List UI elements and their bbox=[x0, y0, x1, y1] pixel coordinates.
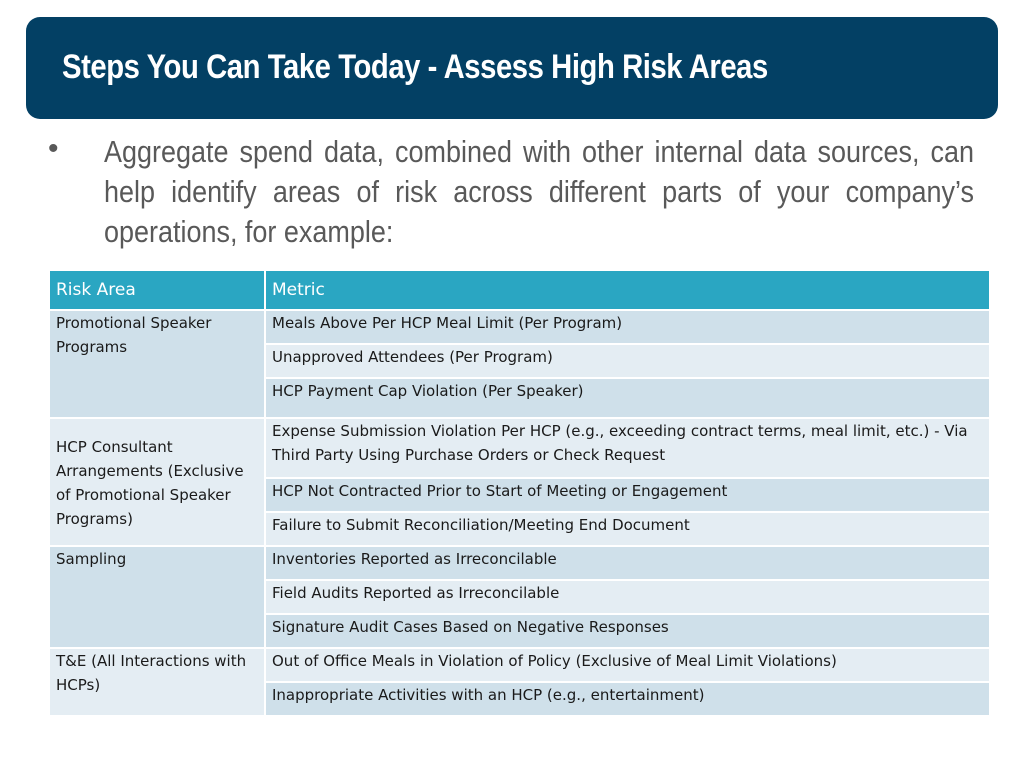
risk-table bbox=[48, 269, 991, 717]
metric-cell: HCP Not Contracted Prior to Start of Meeting or Engagement bbox=[265, 478, 990, 512]
metric-cell: Field Audits Reported as Irreconcilable bbox=[265, 580, 990, 614]
risk-area-label: HCP Consultant Arrangements (Exclusive of Promotional Speaker Programs) bbox=[56, 438, 244, 528]
metric-cell: Out of Office Meals in Violation of Policy (Exclusive of Meal Limit Violations) bbox=[265, 648, 990, 682]
metric-cell: Meals Above Per HCP Meal Limit (Per Program) bbox=[265, 310, 990, 344]
title-bar bbox=[26, 17, 998, 119]
metric-cell: Inventories Reported as Irreconcilable bbox=[265, 546, 990, 580]
metric-cell: Signature Audit Cases Based on Negative Responses bbox=[265, 614, 990, 648]
metric-cell: Expense Submission Violation Per HCP (e.g., exceeding contract terms, meal limit, etc.) - Via Third Party Using Purchase Orders or Check Request bbox=[265, 418, 990, 478]
risk-area-label: Sampling bbox=[56, 550, 127, 568]
table-row bbox=[49, 418, 990, 478]
risk-area-label: T&E (All Interactions with HCPs) bbox=[56, 652, 247, 694]
table-row bbox=[49, 648, 990, 682]
table-row bbox=[49, 310, 990, 344]
header-risk-area: Risk Area bbox=[49, 270, 265, 310]
bullet-icon: • bbox=[48, 132, 59, 165]
metric-cell: Unapproved Attendees (Per Program) bbox=[265, 344, 990, 378]
header-metric: Metric bbox=[265, 270, 990, 310]
bullet-text: Aggregate spend data, combined with other internal data sources, can help identify areas of risk across different parts of your company’s operations, for example: bbox=[104, 134, 974, 249]
metric-cell: HCP Payment Cap Violation (Per Speaker) bbox=[265, 378, 990, 418]
table-row bbox=[49, 546, 990, 580]
risk-area-cell bbox=[49, 648, 265, 716]
risk-area-cell bbox=[49, 546, 265, 648]
slide-title: Steps You Can Take Today - Assess High Risk Areas bbox=[62, 48, 768, 86]
risk-area-cell bbox=[49, 310, 265, 418]
risk-area-cell bbox=[49, 418, 265, 546]
metric-cell: Failure to Submit Reconciliation/Meeting End Document bbox=[265, 512, 990, 546]
table-header-row bbox=[49, 270, 990, 310]
metric-cell: Inappropriate Activities with an HCP (e.g., entertainment) bbox=[265, 682, 990, 716]
risk-area-label: Promotional Speaker Programs bbox=[56, 314, 212, 356]
